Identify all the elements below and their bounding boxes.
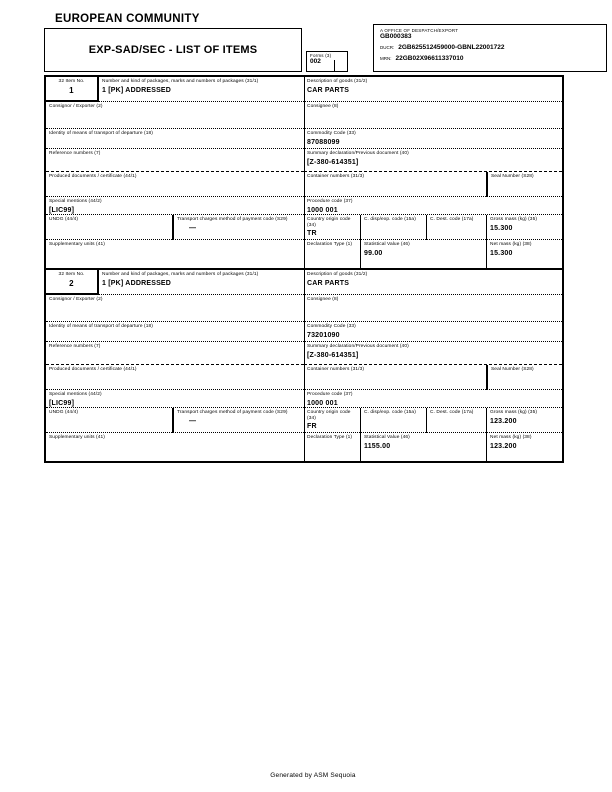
description-value: CAR PARTS xyxy=(307,279,350,287)
seal-number-label: Seal Number (S28) xyxy=(491,367,534,372)
disp-exp-code-cell xyxy=(360,215,426,240)
ducr-label: DUCR: xyxy=(380,45,395,50)
commodity-code-cell xyxy=(304,129,562,149)
description-cell xyxy=(304,270,562,295)
declaration-type-cell xyxy=(304,240,360,268)
seal-number-cell xyxy=(486,172,562,197)
consignor-cell xyxy=(46,295,304,322)
packages-value: 1 [PK] ADDRESSED xyxy=(102,279,172,287)
country-origin-value: FR xyxy=(307,423,317,431)
container-numbers-label: Container numbers (31/3) xyxy=(307,174,365,179)
transport-charges-cell xyxy=(172,215,304,240)
transport-charges-label: Transport charges method of payment code (S29) xyxy=(177,410,288,415)
forms-value: 002 xyxy=(310,58,321,65)
declaration-type-label: Declaration Type (1) xyxy=(307,242,353,247)
undg-cell xyxy=(46,215,172,240)
produced-documents-label: Produced documents / certificate (44/1) xyxy=(49,174,137,179)
description-label: Description of goods (31/2) xyxy=(307,272,368,277)
special-mentions-label: Special mentions (44/2) xyxy=(49,392,102,397)
items-table xyxy=(44,75,564,463)
item-no-label: 32 Item No. xyxy=(58,79,85,84)
document-title: EXP-SAD/SEC - LIST OF ITEMS xyxy=(88,44,258,56)
disp-exp-code-label: C. disp/exp. code (15a) xyxy=(364,410,416,415)
packages-cell xyxy=(99,77,304,102)
dest-code-label: C. Dest. code (17a) xyxy=(430,217,474,222)
supplementary-units-cell xyxy=(46,433,304,461)
office-label: A OFFICE OF DESPATCH/EXPORT xyxy=(380,28,459,33)
statistical-value-cell xyxy=(360,240,486,268)
special-mentions-cell xyxy=(46,390,304,408)
consignor-label: Consignor / Exporter (2) xyxy=(49,104,103,109)
special-mentions-value: [LIC99] xyxy=(49,399,75,407)
special-mentions-label: Special mentions (44/2) xyxy=(49,199,102,204)
consignee-label: Consignee (8) xyxy=(307,297,339,302)
gross-mass-cell xyxy=(486,408,562,433)
document-title-box xyxy=(44,28,302,72)
gross-mass-label: Gross mass (kg) (35) xyxy=(490,410,538,415)
forms-label: Forms (3) xyxy=(310,53,332,58)
item-no-cell xyxy=(46,77,99,102)
procedure-code-value: 1000 001 xyxy=(307,206,338,214)
commodity-code-value: 87088099 xyxy=(307,138,340,146)
gross-mass-cell xyxy=(486,215,562,240)
net-mass-label: Net mass (kg) (38) xyxy=(490,435,532,440)
gross-mass-value: 123.200 xyxy=(490,417,517,425)
procedure-code-cell xyxy=(304,197,562,215)
gross-mass-value: 15.300 xyxy=(490,224,513,232)
packages-label: Number and kind of packages, marks and numbers of packages (31/1) xyxy=(102,272,259,277)
transport-identity-label: Identity of means of transport of departure (18) xyxy=(49,324,153,329)
produced-documents-label: Produced documents / certificate (44/1) xyxy=(49,367,137,372)
statistical-value-label: Statistical Value (46) xyxy=(364,242,410,247)
consignee-cell xyxy=(304,295,562,322)
seal-number-label: Seal Number (S28) xyxy=(491,174,534,179)
page-title: EUROPEAN COMMUNITY xyxy=(55,13,200,25)
item-no-cell xyxy=(46,270,99,295)
statistical-value-value: 1155.00 xyxy=(364,442,391,450)
transport-identity-cell xyxy=(46,322,304,342)
undg-label: UNDG (44/4) xyxy=(49,217,79,222)
item-block xyxy=(46,268,562,461)
transport-identity-label: Identity of means of transport of departure (18) xyxy=(49,131,153,136)
undg-label: UNDG (44/4) xyxy=(49,410,79,415)
net-mass-label: Net mass (kg) (38) xyxy=(490,242,532,247)
net-mass-value: 15.300 xyxy=(490,249,513,257)
office-value: GB000383 xyxy=(380,33,412,40)
reference-numbers-label: Reference numbers (7) xyxy=(49,344,101,349)
country-origin-value: TR xyxy=(307,230,317,238)
procedure-code-label: Procedure code (37) xyxy=(307,199,353,204)
produced-documents-cell xyxy=(46,172,304,197)
consignor-label: Consignor / Exporter (2) xyxy=(49,297,103,302)
consignee-label: Consignee (8) xyxy=(307,104,339,109)
forms-divider xyxy=(334,60,335,71)
dest-code-cell xyxy=(426,215,486,240)
item-no-value: 1 xyxy=(69,85,74,95)
transport-charges-label: Transport charges method of payment code (S29) xyxy=(177,217,288,222)
special-mentions-cell xyxy=(46,197,304,215)
procedure-code-label: Procedure code (37) xyxy=(307,392,353,397)
supplementary-units-label: Supplementary units (41) xyxy=(49,242,105,247)
gross-mass-label: Gross mass (kg) (35) xyxy=(490,217,538,222)
office-of-despatch-box xyxy=(373,24,607,72)
reference-numbers-label: Reference numbers (7) xyxy=(49,151,101,156)
commodity-code-value: 73201090 xyxy=(307,331,340,339)
disp-exp-code-label: C. disp/exp. code (15a) xyxy=(364,217,416,222)
country-origin-cell xyxy=(304,408,360,433)
item-no-value: 2 xyxy=(69,278,74,288)
reference-numbers-cell xyxy=(46,149,304,172)
mrn-label: MRN: xyxy=(380,56,392,61)
container-numbers-cell xyxy=(304,365,486,390)
country-origin-cell xyxy=(304,215,360,240)
summary-declaration-value: [Z-380-614351] xyxy=(307,351,359,359)
country-origin-label: Country origin code (34) xyxy=(307,410,351,421)
commodity-code-cell xyxy=(304,322,562,342)
ducr-value: 2GB625512459000-GBNL22001722 xyxy=(398,44,505,51)
container-numbers-label: Container numbers (31/3) xyxy=(307,367,365,372)
packages-cell xyxy=(99,270,304,295)
commodity-code-label: Commodity Code (33) xyxy=(307,131,356,136)
special-mentions-value: [LIC99] xyxy=(49,206,75,214)
transport-identity-cell xyxy=(46,129,304,149)
description-label: Description of goods (31/2) xyxy=(307,79,368,84)
mrn-value: 22GB02X96611337010 xyxy=(395,55,464,62)
transport-charges-cell xyxy=(172,408,304,433)
description-cell xyxy=(304,77,562,102)
dest-code-cell xyxy=(426,408,486,433)
statistical-value-cell xyxy=(360,433,486,461)
statistical-value-label: Statistical Value (46) xyxy=(364,435,410,440)
summary-declaration-cell xyxy=(304,149,562,172)
supplementary-units-label: Supplementary units (41) xyxy=(49,435,105,440)
procedure-code-value: 1000 001 xyxy=(307,399,338,407)
statistical-value-value: 99.00 xyxy=(364,249,383,257)
commodity-code-label: Commodity Code (33) xyxy=(307,324,356,329)
procedure-code-cell xyxy=(304,390,562,408)
dest-code-label: C. Dest. code (17a) xyxy=(430,410,474,415)
container-numbers-cell xyxy=(304,172,486,197)
packages-label: Number and kind of packages, marks and numbers of packages (31/1) xyxy=(102,79,259,84)
summary-declaration-cell xyxy=(304,342,562,365)
forms-box xyxy=(306,51,348,72)
summary-declaration-label: Summary declaration/Previous document (40) xyxy=(307,151,409,156)
generated-by-footer: Generated by ASM Sequoia xyxy=(270,772,356,779)
seal-number-cell xyxy=(486,365,562,390)
transport-charges-value: — xyxy=(189,417,197,425)
produced-documents-cell xyxy=(46,365,304,390)
transport-charges-value: — xyxy=(189,224,197,232)
disp-exp-code-cell xyxy=(360,408,426,433)
declaration-type-cell xyxy=(304,433,360,461)
net-mass-value: 123.200 xyxy=(490,442,517,450)
declaration-type-label: Declaration Type (1) xyxy=(307,435,353,440)
item-no-label: 32 Item No. xyxy=(58,272,85,277)
consignor-cell xyxy=(46,102,304,129)
summary-declaration-value: [Z-380-614351] xyxy=(307,158,359,166)
item-block xyxy=(46,77,562,268)
country-origin-label: Country origin code (34) xyxy=(307,217,351,228)
packages-value: 1 [PK] ADDRESSED xyxy=(102,86,172,94)
description-value: CAR PARTS xyxy=(307,86,350,94)
net-mass-cell xyxy=(486,433,562,461)
consignee-cell xyxy=(304,102,562,129)
supplementary-units-cell xyxy=(46,240,304,268)
net-mass-cell xyxy=(486,240,562,268)
reference-numbers-cell xyxy=(46,342,304,365)
summary-declaration-label: Summary declaration/Previous document (40) xyxy=(307,344,409,349)
undg-cell xyxy=(46,408,172,433)
